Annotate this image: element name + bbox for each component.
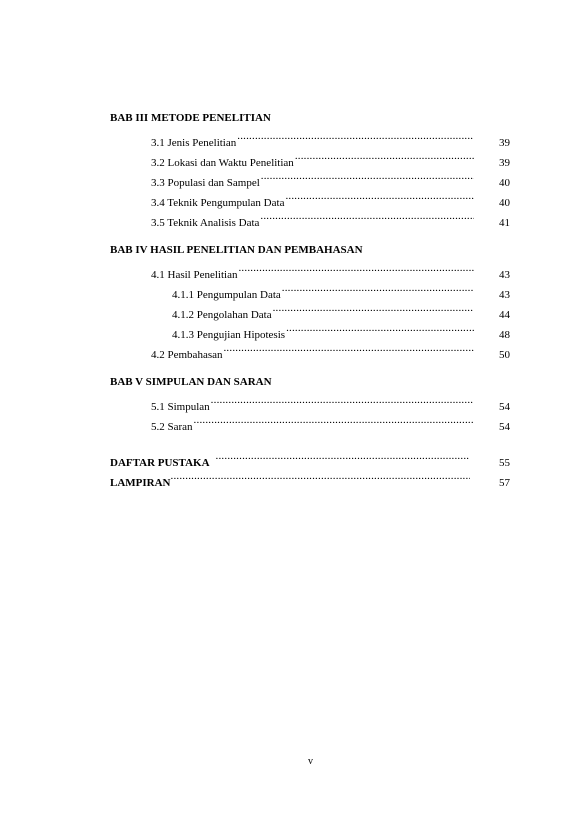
toc-entry-page: 39 — [499, 137, 510, 149]
toc-entry-4-1-2[interactable] — [110, 298, 510, 321]
toc-entry-page: 54 — [499, 421, 510, 433]
dot-leader — [223, 338, 474, 358]
chapter-heading-bab-iv: BAB IV HASIL PENELITIAN DAN PEMBAHASAN — [110, 244, 363, 256]
toc-entry-label: 4.1 Hasil Penelitian — [151, 269, 238, 281]
toc-entry-4-1-3[interactable] — [110, 318, 510, 341]
chapter-heading-bab-iii: BAB III METODE PENELITIAN — [110, 112, 271, 124]
toc-entry-label: 4.1.1 Pengumpulan Data — [172, 289, 281, 301]
toc-entry-page: 44 — [499, 309, 510, 321]
dot-leader — [273, 298, 474, 318]
toc-entry-label: 5.2 Saran — [151, 421, 193, 433]
toc-entry-page: 55 — [499, 457, 510, 469]
toc-entry-page: 39 — [499, 157, 510, 169]
toc-entry-4-2[interactable] — [110, 338, 510, 361]
toc-entry-page: 40 — [499, 197, 510, 209]
dot-leader — [261, 166, 474, 186]
toc-entry-label: 3.5 Teknik Analisis Data — [151, 217, 260, 229]
dot-leader — [286, 318, 474, 338]
toc-entry-lampiran[interactable] — [110, 466, 510, 489]
toc-entry-page: 43 — [499, 269, 510, 281]
dot-leader — [282, 278, 474, 298]
toc-entry-page: 57 — [499, 477, 510, 489]
dot-leader — [216, 446, 470, 466]
dot-leader — [211, 390, 474, 410]
dot-leader — [194, 410, 474, 430]
toc-entry-page: 41 — [499, 217, 510, 229]
toc-entry-page: 40 — [499, 177, 510, 189]
toc-entry-label: 3.1 Jenis Penelitian — [151, 137, 237, 149]
toc-entry-5-1[interactable] — [110, 390, 510, 413]
toc-entry-label: DAFTAR PUSTAKA — [110, 457, 210, 469]
toc-entry-page: 54 — [499, 401, 510, 413]
chapter-heading-bab-v: BAB V SIMPULAN DAN SARAN — [110, 376, 272, 388]
toc-entry-daftar-pustaka[interactable] — [110, 446, 510, 469]
toc-entry-page: 48 — [499, 329, 510, 341]
toc-entry-label: 3.3 Populasi dan Sampel — [151, 177, 260, 189]
toc-entry-3-1[interactable] — [110, 126, 510, 149]
toc-entry-label: 4.1.2 Pengolahan Data — [172, 309, 272, 321]
dot-leader — [260, 206, 474, 226]
dot-leader — [237, 126, 474, 146]
toc-entry-page: 50 — [499, 349, 510, 361]
dot-leader — [171, 466, 471, 486]
toc-entry-label: 4.2 Pembahasan — [151, 349, 223, 361]
toc-entry-4-1[interactable] — [110, 258, 510, 281]
dot-leader — [285, 186, 474, 206]
toc-entry-label: LAMPIRAN — [110, 477, 171, 489]
toc-entry-label: 3.2 Lokasi dan Waktu Penelitian — [151, 157, 294, 169]
toc-entry-label: 5.1 Simpulan — [151, 401, 210, 413]
dot-leader — [295, 146, 474, 166]
toc-entry-page: 43 — [499, 289, 510, 301]
dot-leader — [238, 258, 474, 278]
toc-entry-label: 3.4 Teknik Pengumpulan Data — [151, 197, 285, 209]
toc-entry-label: 4.1.3 Pengujian Hipotesis — [172, 329, 286, 341]
table-of-contents — [110, 110, 510, 489]
page-number: v — [308, 756, 313, 767]
